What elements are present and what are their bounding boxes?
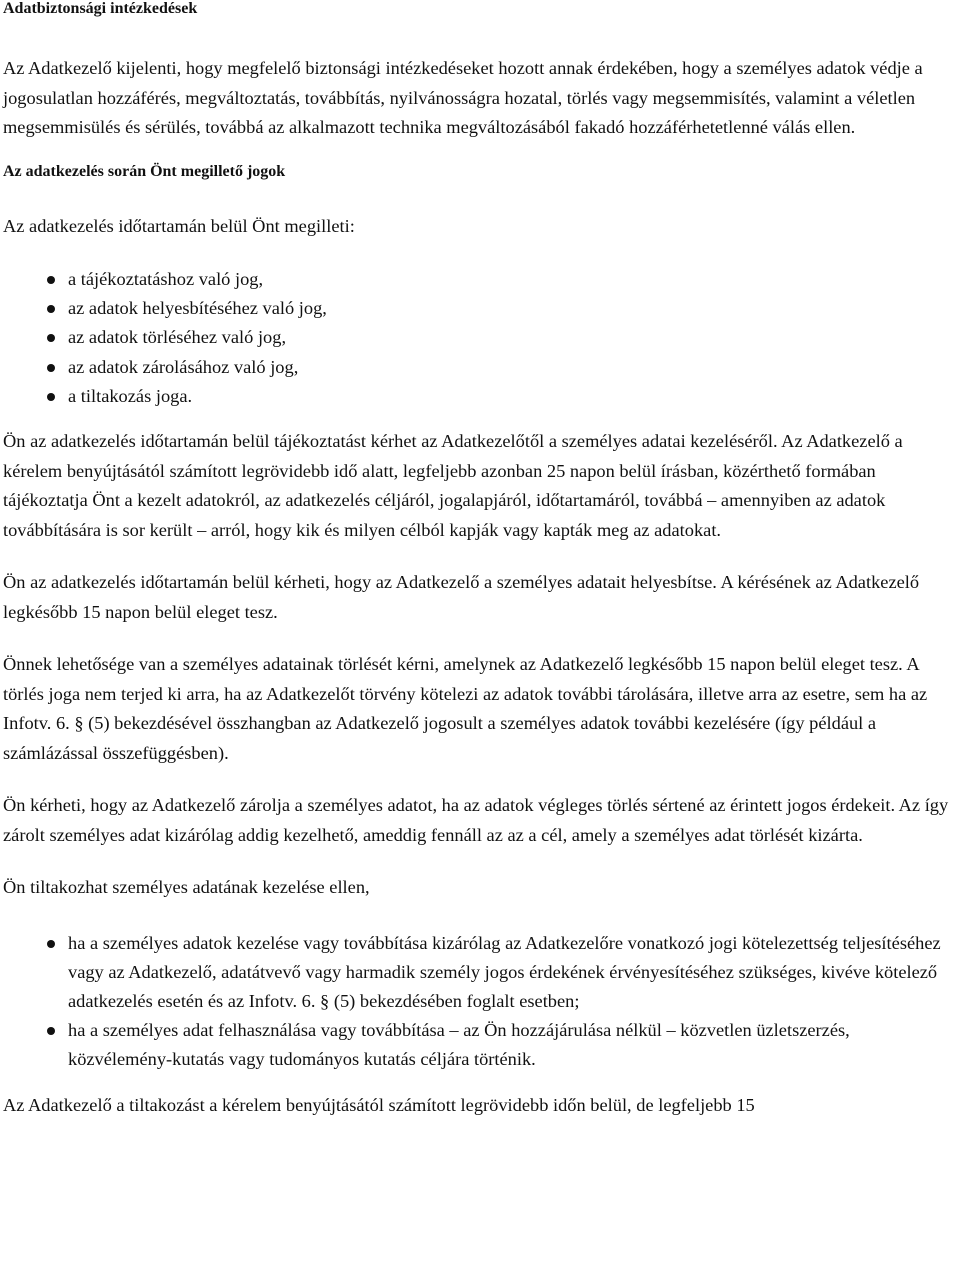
document-page [3, 0, 958, 1120]
page-title: Adatbiztonsági intézkedések [3, 0, 198, 17]
rights-list [3, 265, 958, 411]
list-item: az adatok törléséhez való jog, [3, 323, 958, 352]
intro-paragraph: Az Adatkezelő kijelenti, hogy megfelelő biztonsági intézkedéseket hozott annak érdekében, hogy a személyes adatok védje a jogosulatlan hozzáférés, megváltoztatás, továbbítás, nyilvánosságra hozatal, törlés vagy megsemmisítés, valamint a véletlen megsemmisülés és sérülés, továbbá az alkalmazott technika megváltozásából fakadó hozzáférhetetlenné válás ellen. [3, 58, 923, 137]
objection-intro-paragraph: Ön tiltakozhat személyes adatának kezelése ellen, [3, 877, 370, 898]
objection-list [3, 929, 958, 1075]
list-item: a tiltakozás joga. [3, 382, 958, 411]
list-item: ha a személyes adat felhasználása vagy továbbítása – az Ön hozzájárulása nélkül – közvetlen üzletszerzés, közvélemény-kutatás vagy tudományos kutatás céljára történik. [3, 1016, 958, 1074]
rights-heading: Az adatkezelés során Önt megillető jogok [3, 162, 286, 180]
deletion-paragraph: Önnek lehetősége van a személyes adatainak törlését kérni, amelynek az Adatkezelő legkésőbb 15 napon belül eleget tesz. A törlés joga nem terjed ki arra, ha az Adatkezelőt törvény kötelezi az adatok további tárolására, illetve arra az esetre, sem ha az Infotv. 6. § (5) bekezdésével összhangban az Adatkezelő jogosult a személyes adatok további kezelésére (így például a számlázással összefüggésben). [3, 654, 928, 763]
list-item: a tájékoztatáshoz való jog, [3, 265, 958, 294]
last-paragraph: Az Adatkezelő a tiltakozást a kérelem benyújtásától számított legrövidebb időn belül, de legfeljebb 15 [3, 1094, 755, 1115]
list-item: az adatok zárolásához való jog, [3, 353, 958, 382]
blocking-paragraph: Ön kérheti, hogy az Adatkezelő zárolja a személyes adatot, ha az adatok végleges törlés sértené az érintett jogos érdekeit. Az így zárolt személyes adat kizárólag addig kezelhető, ameddig fennáll az az a cél, amely a személyes adat törlését kizárta. [3, 795, 949, 845]
rights-intro-paragraph: Az adatkezelés időtartamán belül Önt megilleti: [3, 215, 355, 236]
list-item: ha a személyes adatok kezelése vagy továbbítása kizárólag az Adatkezelőre vonatkozó jogi kötelezettség teljesítéséhez vagy az Adatkezelő, adatátvevő vagy harmadik személy jogos érdekének érvényesítéséhez szükséges, kivéve kötelező adatkezelés esetén és az Infotv. 6. § (5) bekezdésében foglalt esetben; [3, 929, 958, 1017]
list-item: az adatok helyesbítéséhez való jog, [3, 294, 958, 323]
correction-paragraph: Ön az adatkezelés időtartamán belül kérheti, hogy az Adatkezelő a személyes adatait helyesbítse. A kérésének az Adatkezelő legkésőbb 15 napon belül eleget tesz. [3, 572, 920, 622]
info-paragraph: Ön az adatkezelés időtartamán belül tájékoztatást kérhet az Adatkezelőtől a személyes adatai kezeléséről. Az Adatkezelő a kérelem benyújtásától számított legrövidebb idő alatt, legfeljebb azonban 25 napon belül írásban, közérthető formában tájékoztatja Önt a kezelt adatokról, az adatkezelés céljáról, jogalapjáról, időtartamáról, továbbá – amennyiben az adatok továbbítására is sor került – arról, hogy kik és milyen célból kapják vagy kapták meg az adatokat. [3, 431, 903, 540]
